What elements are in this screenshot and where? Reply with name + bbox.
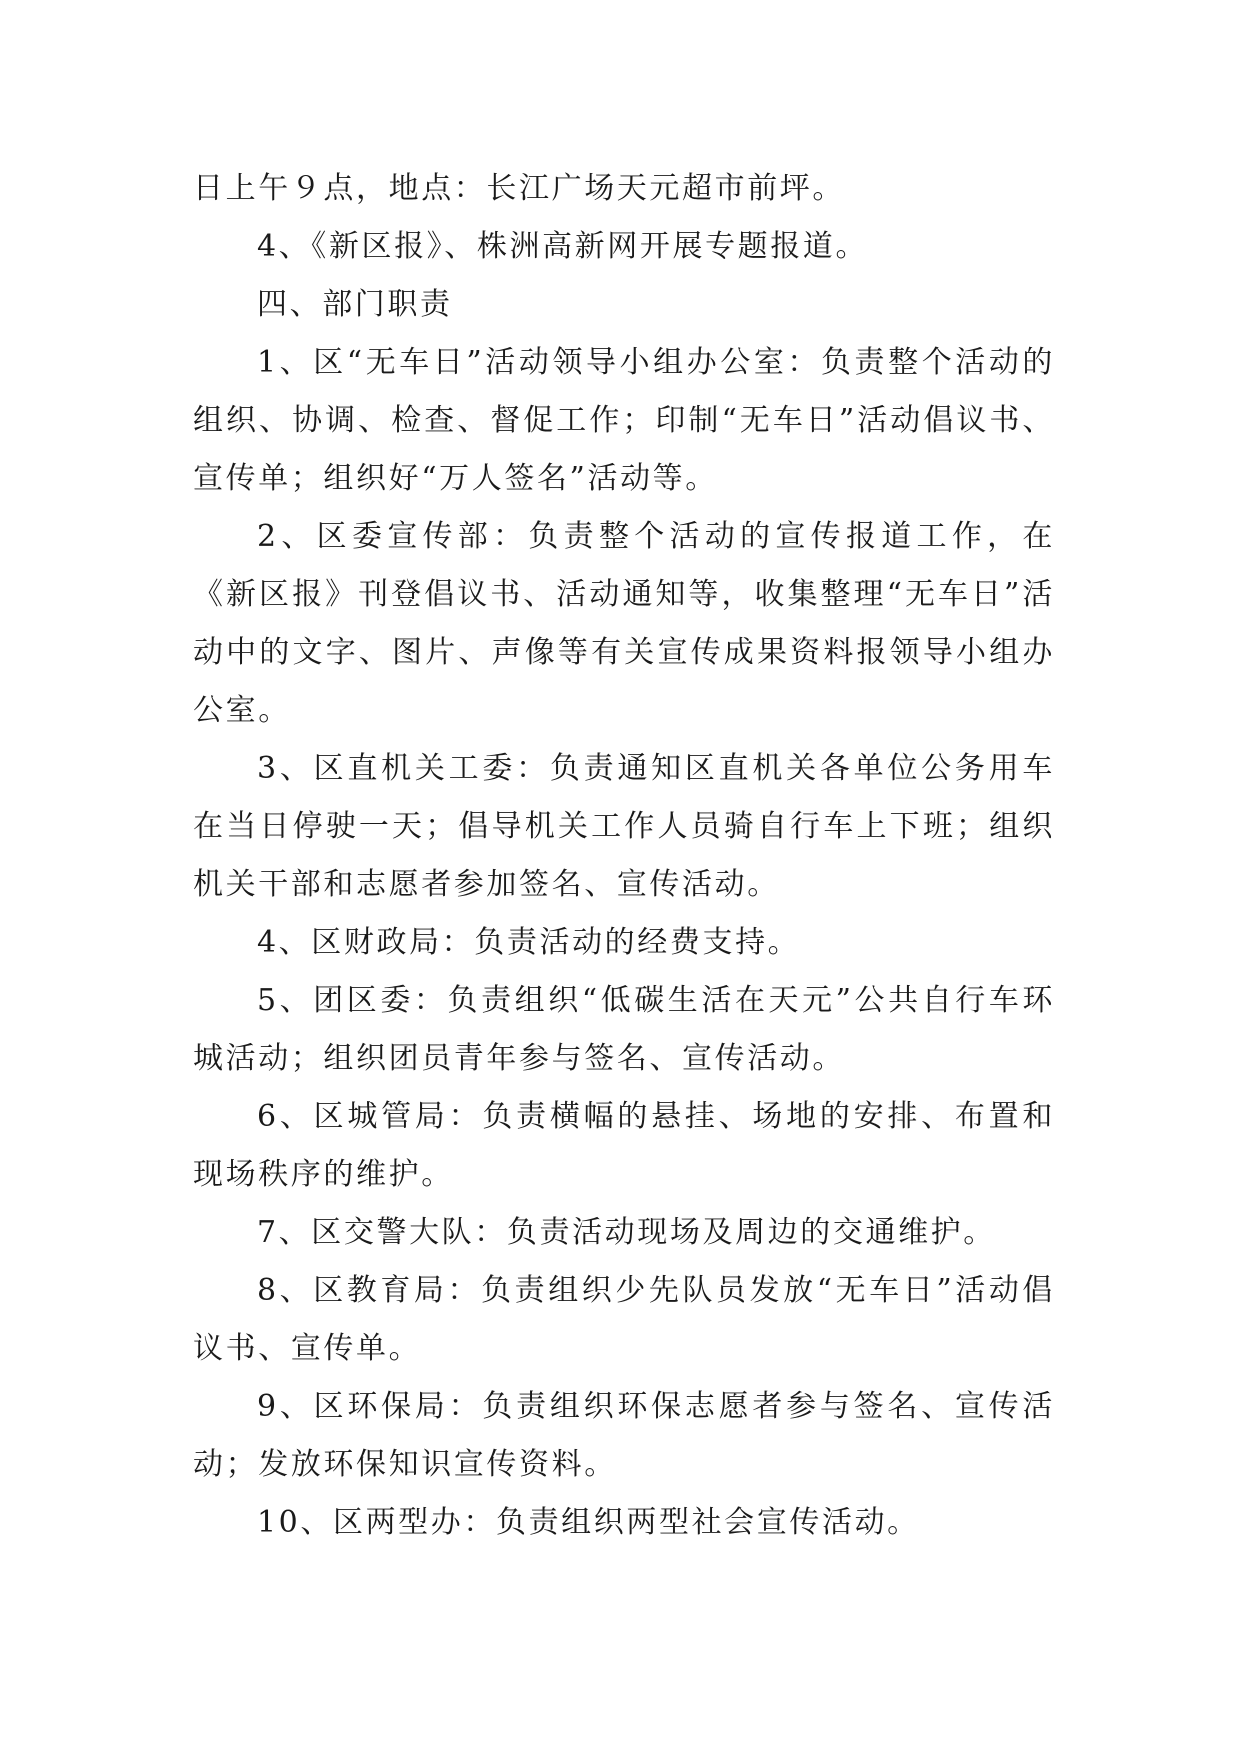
paragraph-duty-7: 7、区交警大队：负责活动现场及周边的交通维护。 bbox=[257, 1215, 996, 1250]
paragraph-duty-8: 8、区教育局：负责组织少先队员发放“无车日”活动倡议书、宣传单。 bbox=[193, 1273, 1055, 1366]
paragraph-item-4-report: 4、《新区报》、株洲高新网开展专题报道。 bbox=[257, 229, 869, 264]
paragraph-duty-3: 3、区直机关工委：负责通知区直机关各单位公务用车在当日停驶一天；倡导机关工作人员骑自行车上下班；组织机关干部和志愿者参加签名、宣传活动。 bbox=[193, 751, 1055, 902]
document-body bbox=[193, 160, 1055, 1552]
paragraph-duty-5: 5、团区委：负责组织“低碳生活在天元”公共自行车环城活动；组织团员青年参与签名、宣传活动。 bbox=[193, 983, 1055, 1076]
paragraph-duty-2: 2、区委宣传部：负责整个活动的宣传报道工作，在《新区报》刊登倡议书、活动通知等，收集整理“无车日”活动中的文字、图片、声像等有关宣传成果资料报领导小组办公室。 bbox=[193, 519, 1055, 728]
paragraph-duty-1: 1、区“无车日”活动领导小组办公室：负责整个活动的组织、协调、检查、督促工作；印制“无车日”活动倡议书、宣传单；组织好“万人签名”活动等。 bbox=[193, 345, 1055, 496]
paragraph-duty-4: 4、区财政局：负责活动的经费支持。 bbox=[257, 925, 801, 960]
paragraph-duty-6: 6、区城管局：负责横幅的悬挂、场地的安排、布置和现场秩序的维护。 bbox=[193, 1099, 1055, 1192]
paragraph-continuation: 日上午９点，地点：长江广场天元超市前坪。 bbox=[193, 171, 845, 206]
section-heading-department-duties: 四、部门职责 bbox=[257, 287, 453, 322]
paragraph-duty-10: 10、区两型办：负责组织两型社会宣传活动。 bbox=[257, 1505, 920, 1540]
paragraph-duty-9: 9、区环保局：负责组织环保志愿者参与签名、宣传活动；发放环保知识宣传资料。 bbox=[193, 1389, 1055, 1482]
